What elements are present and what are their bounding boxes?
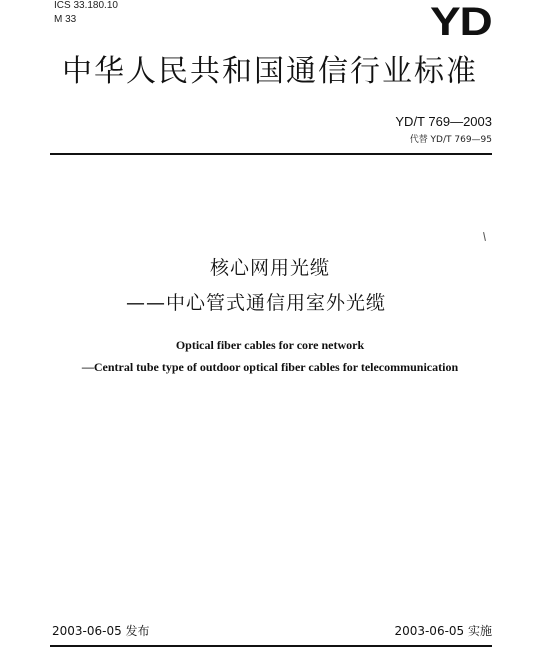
standard-number: YD/T 769—2003 [395, 114, 492, 129]
english-title-line-1: Optical fiber cables for core network [175, 338, 365, 352]
yd-logo: YD [430, 0, 492, 44]
replaces-standard: 代替 YD/T 769—95 [409, 135, 492, 145]
organization-title: 中华人民共和国通信行业标准 [62, 54, 478, 89]
scan-mark [483, 232, 486, 241]
chinese-title-line-1: 核心网用光缆 [209, 257, 330, 279]
issue-date: 2003-06-05 发布 [52, 624, 150, 638]
ics-code: ICS 33.180.10 [54, 0, 118, 11]
chinese-title-line-2: ——中心管式通信用室外光缆 [126, 292, 387, 314]
bottom-divider [50, 645, 492, 647]
ccs-code: M 33 [54, 14, 77, 25]
top-divider [50, 153, 492, 155]
implementation-date: 2003-06-05 实施 [394, 624, 492, 638]
english-title-line-2: —Central tube type of outdoor optical fiber cables for telecommunication [81, 360, 459, 374]
